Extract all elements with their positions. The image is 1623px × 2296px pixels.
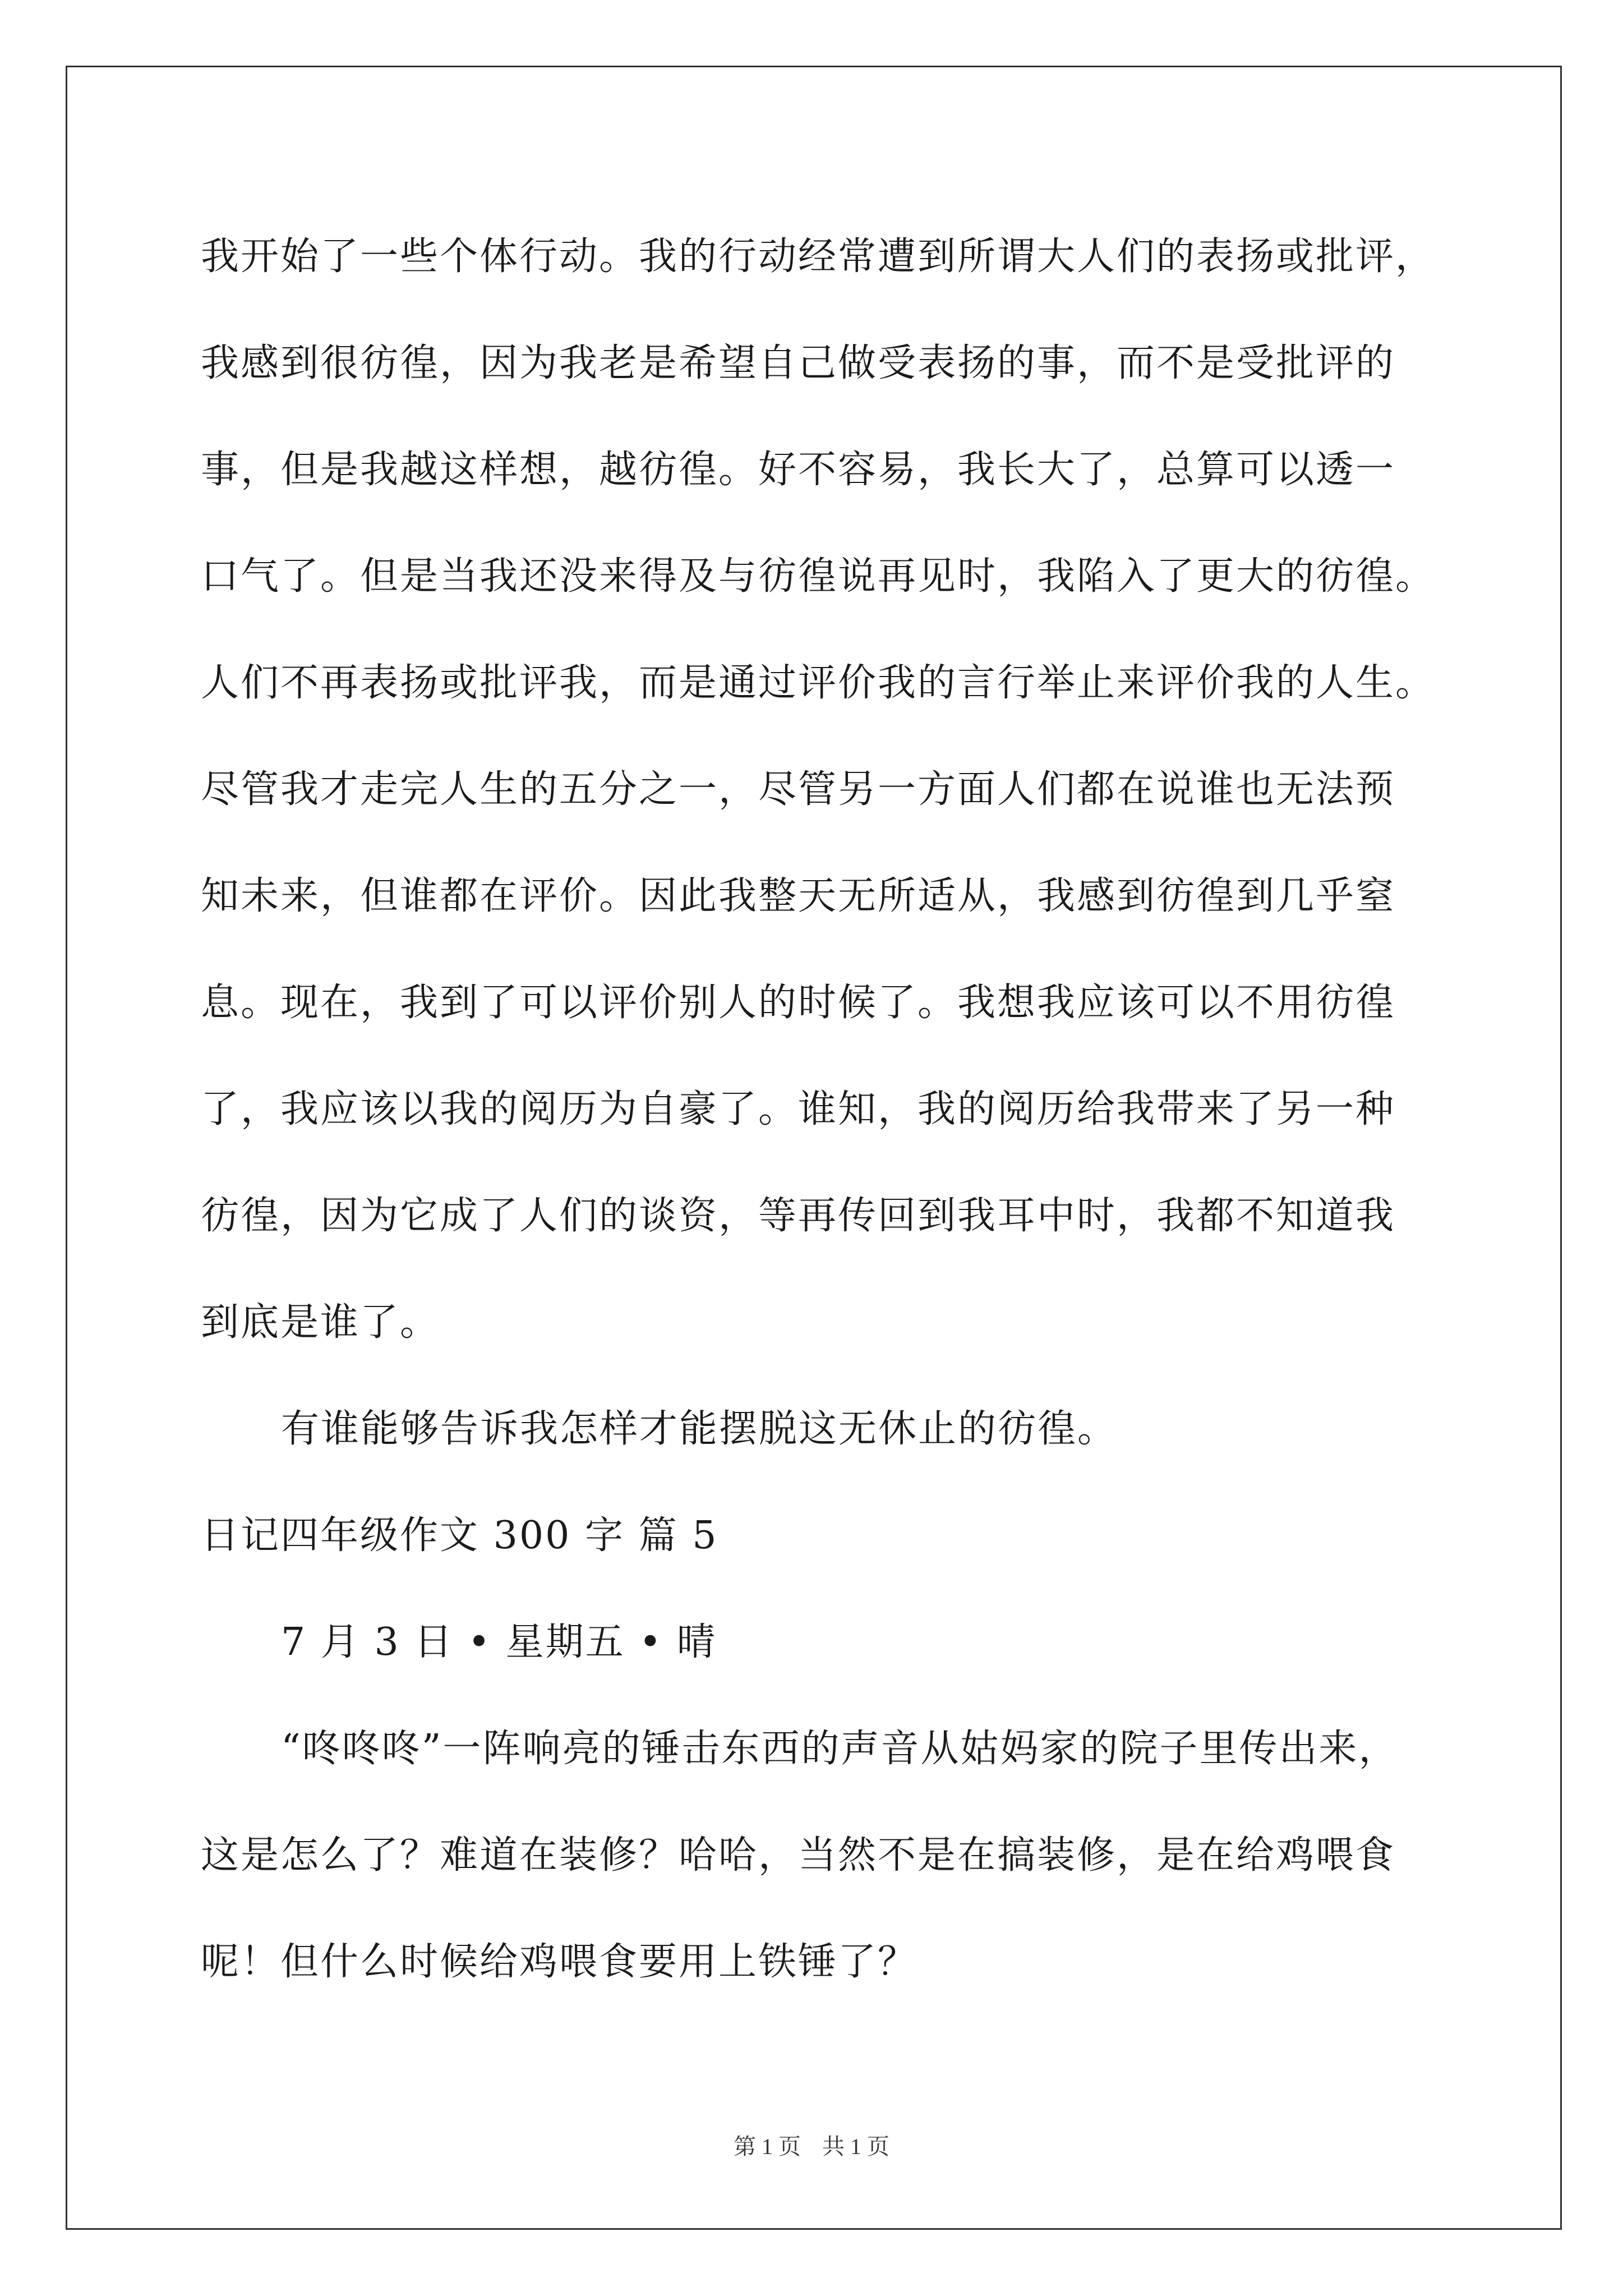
paragraph-line: 事，但是我越这样想，越彷徨。好不容易，我长大了，总算可以透一 (201, 448, 1396, 492)
page-number: 第 1 页 (734, 2134, 801, 2159)
paragraph-line: “咚咚咚”一阵响亮的锤击东西的声音从姑妈家的院子里传出来， (281, 1727, 1399, 1771)
paragraph-line: 人们不再表扬或批评我，而是通过评价我的言行举止来评价我的人生。 (201, 661, 1436, 705)
paragraph-line: 知未来，但谁都在评价。因此我整天无所适从，我感到彷徨到几乎窒 (201, 874, 1396, 918)
paragraph-line: 有谁能够告诉我怎样才能摆脱这无休止的彷徨。 (281, 1407, 1118, 1451)
paragraph-line: 口气了。但是当我还没来得及与彷徨说再见时，我陷入了更大的彷徨。 (201, 554, 1436, 599)
paragraph-line: 呢！但什么时候给鸡喂食要用上铁锤了？ (201, 1940, 918, 1984)
paragraph-line: 我感到很彷徨，因为我老是希望自己做受表扬的事，而不是受批评的 (201, 341, 1396, 385)
page-total: 共 1 页 (822, 2134, 889, 2159)
paragraph-line: 彷徨，因为它成了人们的谈资，等再传回到我耳中时，我都不知道我 (201, 1194, 1396, 1238)
paragraph-line: 息。现在，我到了可以评价别人的时候了。我想我应该可以不用彷徨 (201, 981, 1396, 1025)
diary-date-line: 7 月 3 日 • 星期五 • 晴 (281, 1620, 717, 1664)
paragraph-line: 这是怎么了？难道在装修？哈哈，当然不是在搞装修，是在给鸡喂食 (201, 1833, 1396, 1878)
paragraph-line: 尽管我才走完人生的五分之一，尽管另一方面人们都在说谁也无法预 (201, 767, 1396, 812)
paragraph-line: 到底是谁了。 (201, 1300, 440, 1345)
paragraph-line: 了，我应该以我的阅历为自豪了。谁知，我的阅历给我带来了另一种 (201, 1087, 1396, 1131)
paragraph-line: 我开始了一些个体行动。我的行动经常遭到所谓大人们的表扬或批评， (201, 234, 1436, 279)
page-footer (0, 2129, 1623, 2161)
section-heading: 日记四年级作文 300 字 篇 5 (201, 1513, 718, 1558)
